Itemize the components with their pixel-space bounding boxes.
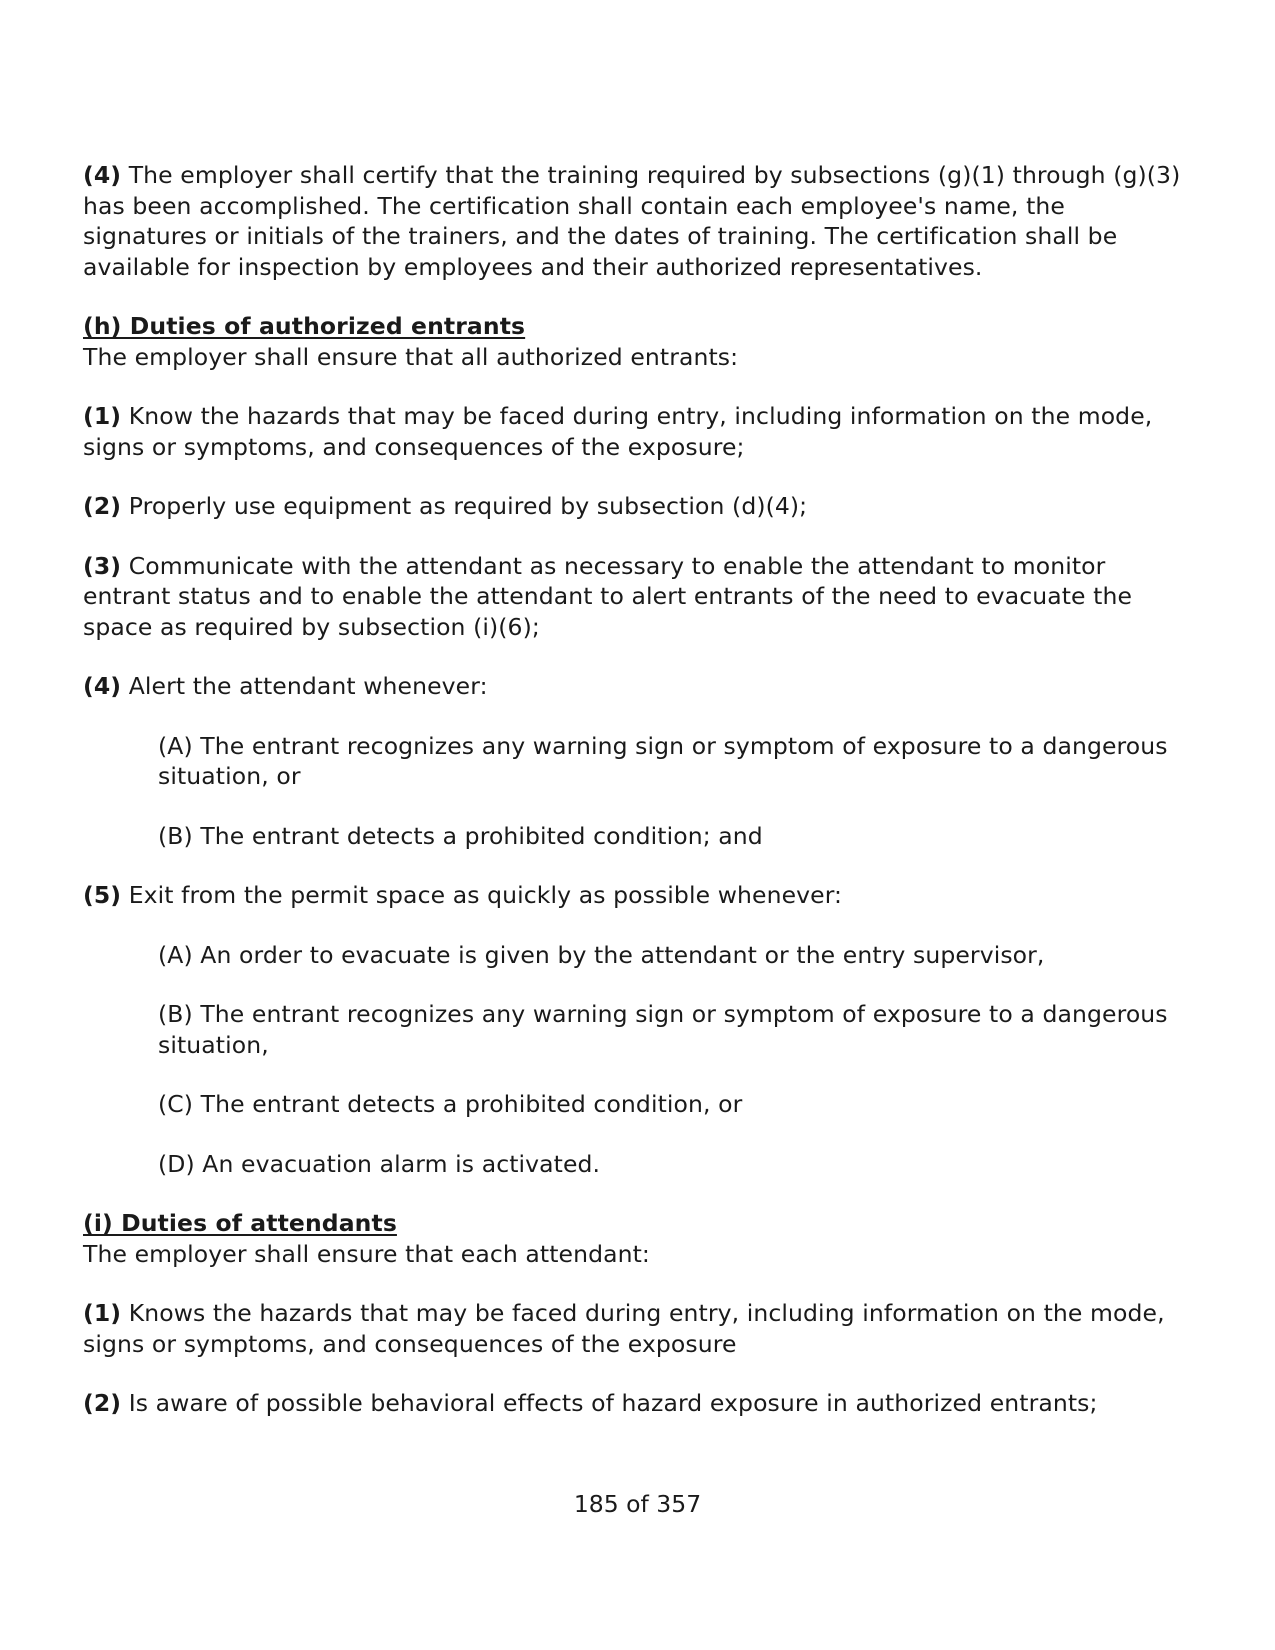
page-number: 185 of 357 xyxy=(573,1490,702,1518)
item-text: Know the hazards that may be faced during entry, including information on the mode, signs or symptoms, and consequences of the exposure; xyxy=(83,402,1153,461)
item-number: (2) xyxy=(83,492,122,520)
paragraph-i2 xyxy=(83,1388,1193,1419)
item-number: (4) xyxy=(83,672,122,700)
section-intro-i: The employer shall ensure that each attendant: xyxy=(83,1239,650,1268)
paragraph-i1 xyxy=(83,1298,1193,1359)
paragraph-h5 xyxy=(83,880,1193,911)
item-text: Alert the attendant whenever: xyxy=(121,672,488,700)
subitem-h5-c: (C) The entrant detects a prohibited condition, or xyxy=(158,1090,743,1118)
item-text: The employer shall certify that the training required by subsections (g)(1) through (g)(3) has been accomplished. The certification shall contain each employee's name, the signatures or initials of the trainers, and the dates of training. The certification shall be available for inspection by employees and their authorized representatives. xyxy=(83,161,1181,281)
subitem-h4-a: (A) The entrant recognizes any warning sign or symptom of exposure to a dangerous situation, or xyxy=(158,731,1168,790)
paragraph-g4 xyxy=(83,160,1193,282)
paragraph-h3 xyxy=(83,551,1193,643)
subitem-h5-a: (A) An order to evacuate is given by the attendant or the entry supervisor, xyxy=(158,940,1045,969)
subitem-h5-d: (D) An evacuation alarm is activated. xyxy=(158,1149,601,1178)
item-text: Knows the hazards that may be faced during entry, including information on the mode, signs or symptoms, and consequences of the exposure xyxy=(83,1299,1165,1358)
section-intro-h: The employer shall ensure that all authorized entrants: xyxy=(83,342,739,371)
paragraph-h4 xyxy=(83,671,1193,702)
item-number: (4) xyxy=(83,161,122,189)
item-number: (3) xyxy=(83,551,122,580)
item-text: Is aware of possible behavioral effects of hazard exposure in authorized entrants; xyxy=(121,1389,1098,1417)
document-page xyxy=(83,160,1193,1419)
item-text: Exit from the permit space as quickly as possible whenever: xyxy=(121,881,843,909)
paragraph-h1 xyxy=(83,401,1193,462)
item-number: (5) xyxy=(83,881,122,909)
paragraph-h2 xyxy=(83,491,1193,522)
item-text: Properly use equipment as required by subsection (d)(4); xyxy=(121,492,808,520)
section-heading-h: (h) Duties of authorized entrants xyxy=(83,312,526,340)
item-number: (2) xyxy=(83,1389,122,1417)
item-number: (1) xyxy=(83,402,122,430)
section-heading-i: (i) Duties of attendants xyxy=(83,1209,397,1237)
item-text: Communicate with the attendant as necessary to enable the attendant to monitor entrant status and to enable the attendant to alert entrants of the need to evacuate the space as required by subsection (i)(6); xyxy=(83,551,1133,641)
item-number: (1) xyxy=(83,1299,122,1327)
subitem-h5-b: (B) The entrant recognizes any warning sign or symptom of exposure to a dangerous situation, xyxy=(158,1000,1168,1059)
subitem-h4-b: (B) The entrant detects a prohibited condition; and xyxy=(158,821,763,850)
